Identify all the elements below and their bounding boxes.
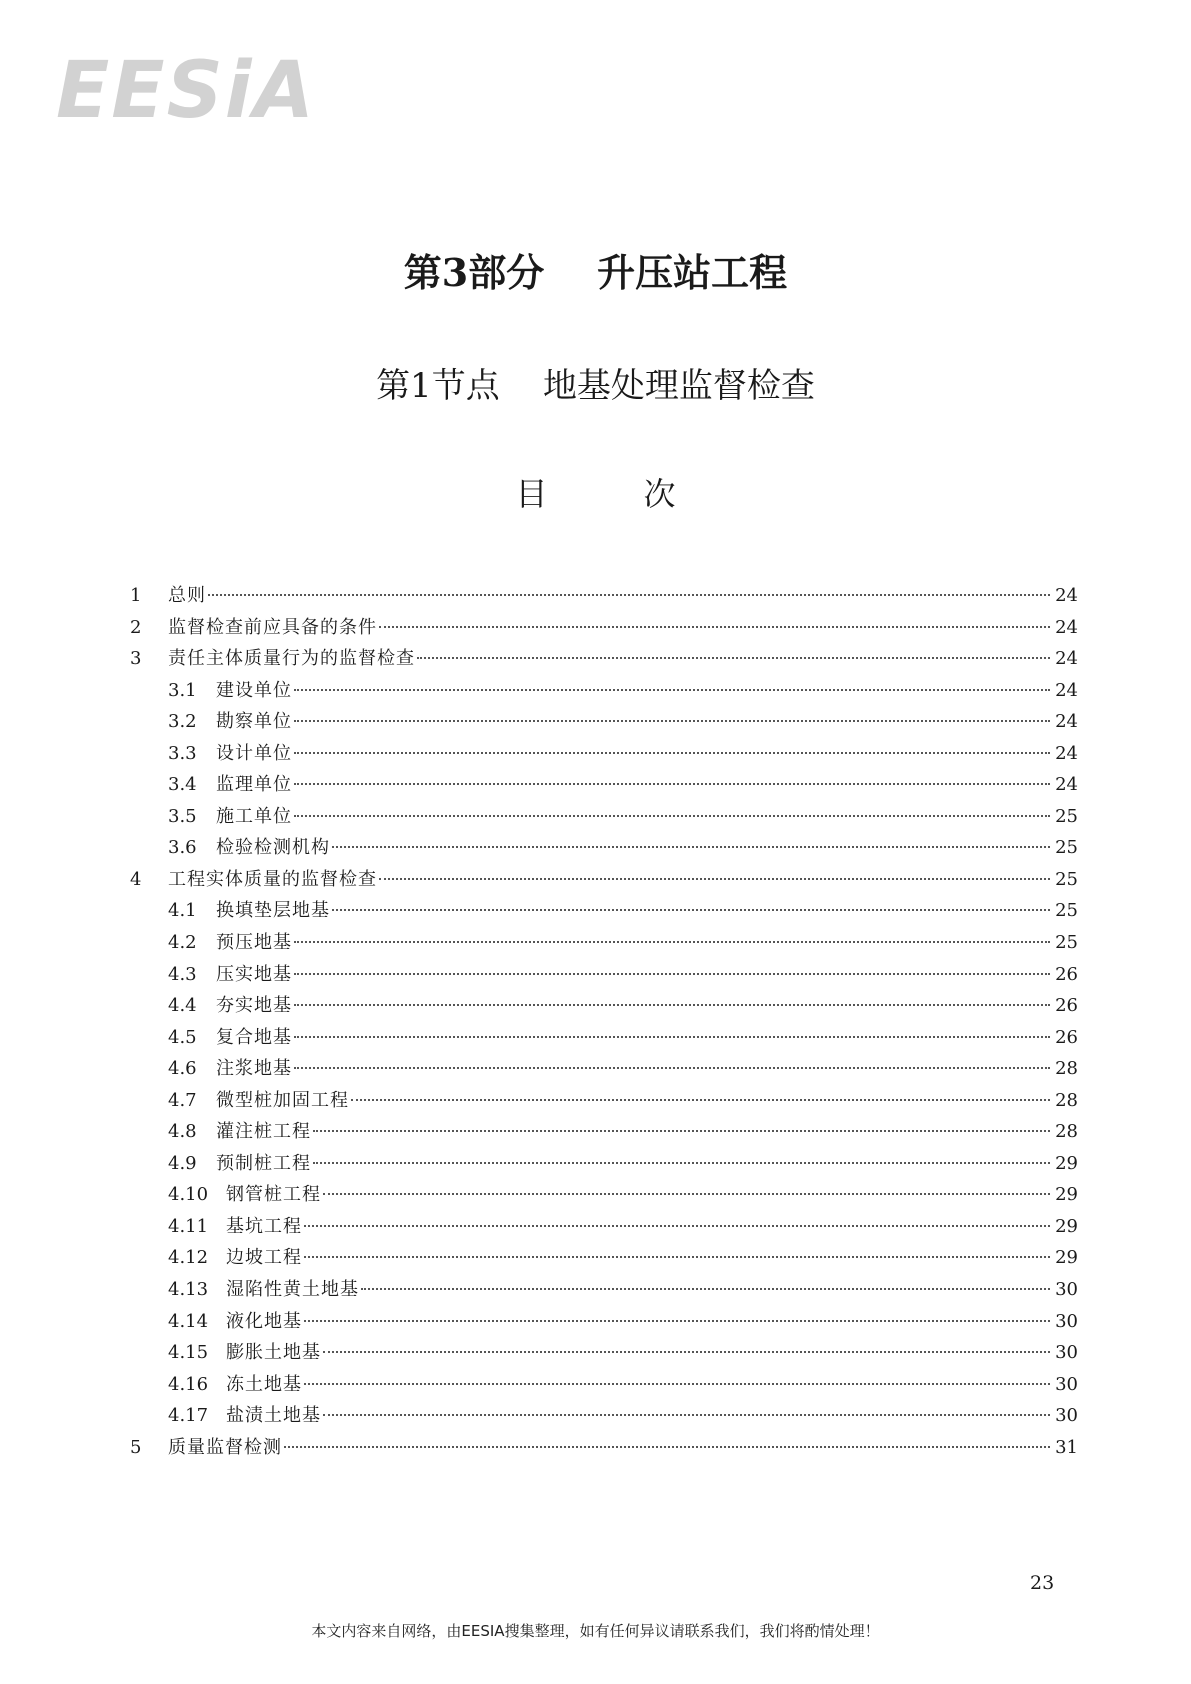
section-number: 第1节点 [376, 366, 500, 406]
toc-leader-dots [323, 1351, 1050, 1353]
toc-leader-dots [294, 1067, 1050, 1069]
toc-entry[interactable] [130, 1211, 1078, 1243]
toc-entry-number: 1 [130, 585, 142, 606]
toc-entry-number: 4.3 [168, 963, 197, 985]
toc-entry-number: 4.13 [168, 1279, 209, 1301]
toc-leader-dots [351, 1099, 1050, 1101]
toc-entry[interactable] [130, 1022, 1078, 1054]
toc-entry-label: 边坡工程 [226, 1247, 302, 1269]
toc-leader-dots [361, 1288, 1050, 1290]
toc-entry-label: 总则 [168, 585, 206, 606]
toc-entry-page: 24 [1055, 648, 1078, 670]
toc-entry-label: 膨胀土地基 [226, 1342, 321, 1364]
footer-note: 本文内容来自网络，由EESIA搜集整理，如有任何异议请联系我们，我们将酌情处理！ [311, 1622, 880, 1640]
toc-entry-number: 4.5 [168, 1026, 197, 1048]
toc-entry-number: 4.16 [168, 1373, 209, 1395]
toc-leader-dots [304, 1225, 1050, 1227]
toc-entry[interactable] [130, 927, 1078, 959]
toc-entry-page: 30 [1055, 1405, 1078, 1427]
toc-leader-dots [332, 846, 1050, 848]
toc-entry-label: 液化地基 [226, 1310, 302, 1332]
toc-leader-dots [294, 689, 1050, 691]
toc-entry[interactable] [130, 1306, 1078, 1338]
page-number: 23 [1030, 1572, 1055, 1594]
toc-entry-page: 29 [1055, 1152, 1078, 1174]
toc-entry-label: 建设单位 [216, 679, 292, 701]
toc-leader-dots [294, 1004, 1050, 1006]
toc-entry-number: 4.7 [168, 1089, 197, 1111]
toc-entry[interactable] [130, 864, 1078, 896]
toc-entry[interactable] [130, 706, 1078, 738]
section-title [0, 366, 1191, 407]
toc-entry-number: 3.6 [168, 837, 197, 859]
toc-leader-dots [294, 973, 1050, 975]
toc-entry-label: 责任主体质量行为的监督检查 [168, 648, 415, 670]
toc-entry-page: 24 [1055, 585, 1078, 606]
toc-entry[interactable] [130, 1369, 1078, 1401]
toc-leader-dots [294, 720, 1050, 722]
eesia-logo: EESiA [56, 46, 316, 136]
part-number: 第3部分 [403, 250, 545, 295]
toc-entry-page: 26 [1055, 995, 1078, 1017]
toc-entry-page: 24 [1055, 679, 1078, 701]
toc-entry[interactable] [130, 1085, 1078, 1117]
toc-entry[interactable] [130, 895, 1078, 927]
toc-entry-label: 设计单位 [216, 742, 292, 764]
toc-entry-label: 湿陷性黄土地基 [226, 1279, 359, 1301]
toc-entry-label: 检验检测机构 [216, 837, 330, 859]
toc-entry-label: 质量监督检测 [168, 1436, 282, 1458]
toc-entry-page: 25 [1055, 837, 1078, 859]
toc-entry[interactable] [130, 1179, 1078, 1211]
toc-entry-page: 24 [1055, 616, 1078, 638]
toc-entry-page: 26 [1055, 1026, 1078, 1048]
toc-entry[interactable] [130, 990, 1078, 1022]
toc-entry[interactable] [130, 643, 1078, 675]
toc-leader-dots [208, 594, 1050, 596]
toc-leader-dots [323, 1193, 1050, 1195]
toc-entry[interactable] [130, 1432, 1078, 1464]
toc-entry-label: 冻土地基 [226, 1373, 302, 1395]
toc-entry[interactable] [130, 675, 1078, 707]
toc-entry-page: 25 [1055, 805, 1078, 827]
toc-entry-number: 4.2 [168, 932, 197, 954]
toc-leader-dots [379, 626, 1050, 628]
toc-entry[interactable] [130, 1337, 1078, 1369]
toc-leader-dots [323, 1414, 1050, 1416]
toc-entry-label: 基坑工程 [226, 1215, 302, 1237]
toc-leader-dots [294, 1036, 1050, 1038]
toc-heading: 目次 [515, 475, 772, 513]
toc-entry-label: 微型桩加固工程 [216, 1089, 349, 1111]
toc-leader-dots [294, 815, 1050, 817]
toc-entry-page: 28 [1055, 1121, 1078, 1143]
toc-leader-dots [332, 909, 1050, 911]
toc-entry-number: 4.8 [168, 1121, 197, 1143]
toc-entry-page: 24 [1055, 742, 1078, 764]
toc-leader-dots [304, 1320, 1050, 1322]
toc-entry-page: 24 [1055, 774, 1078, 796]
toc-entry-label: 预压地基 [216, 932, 292, 954]
part-name: 升压站工程 [597, 250, 788, 295]
toc-entry-number: 4.6 [168, 1058, 197, 1080]
part-title [0, 250, 1191, 296]
toc-entry-label: 预制桩工程 [216, 1152, 311, 1174]
toc-entry-page: 31 [1055, 1436, 1078, 1458]
toc-leader-dots [294, 941, 1050, 943]
toc-entry-label: 夯实地基 [216, 995, 292, 1017]
toc-leader-dots [284, 1446, 1050, 1448]
toc-entry-number: 3.3 [168, 742, 197, 764]
toc-entry-page: 29 [1055, 1247, 1078, 1269]
toc-entry-number: 3.2 [168, 711, 197, 733]
toc-entry[interactable] [130, 580, 1078, 612]
toc-entry-page: 30 [1055, 1342, 1078, 1364]
toc-leader-dots [304, 1256, 1050, 1258]
toc-entry-number: 5 [130, 1436, 142, 1458]
toc-entry-number: 3.1 [168, 679, 197, 701]
toc-entry[interactable] [130, 1053, 1078, 1085]
toc-leader-dots [417, 657, 1050, 659]
toc-entry-number: 4.12 [168, 1247, 209, 1269]
toc-entry-page: 30 [1055, 1279, 1078, 1301]
toc-entry-number: 4.14 [168, 1310, 209, 1332]
toc-entry-number: 4.10 [168, 1184, 209, 1206]
toc-leader-dots [313, 1162, 1050, 1164]
toc-entry[interactable] [130, 769, 1078, 801]
toc-entry-number: 4.17 [168, 1405, 209, 1427]
toc-entry-number: 4.15 [168, 1342, 209, 1364]
toc-entry[interactable] [130, 1116, 1078, 1148]
toc-entry-number: 4.9 [168, 1152, 197, 1174]
toc-entry-label: 工程实体质量的监督检查 [168, 868, 377, 890]
toc-entry[interactable] [130, 1400, 1078, 1432]
toc-entry[interactable] [130, 801, 1078, 833]
toc-entry-label: 换填垫层地基 [216, 900, 330, 922]
toc-entry-label: 施工单位 [216, 805, 292, 827]
toc-entry-number: 4.1 [168, 900, 197, 922]
toc-leader-dots [313, 1130, 1050, 1132]
toc-entry-number: 4 [130, 868, 142, 890]
toc-entry[interactable] [130, 959, 1078, 991]
toc-entry-page: 26 [1055, 963, 1078, 985]
toc-entry[interactable] [130, 612, 1078, 644]
toc-entry-number: 4.4 [168, 995, 197, 1017]
toc-entry-page: 30 [1055, 1373, 1078, 1395]
toc-entry-page: 25 [1055, 900, 1078, 922]
toc-entry-label: 灌注桩工程 [216, 1121, 311, 1143]
toc-entry-page: 25 [1055, 932, 1078, 954]
toc-entry[interactable] [130, 738, 1078, 770]
toc-entry-label: 压实地基 [216, 963, 292, 985]
toc-leader-dots [294, 783, 1050, 785]
toc-entry-label: 注浆地基 [216, 1058, 292, 1080]
toc-entry-label: 监督检查前应具备的条件 [168, 616, 377, 638]
section-name: 地基处理监督检查 [542, 366, 815, 406]
toc-entry-label: 盐渍土地基 [226, 1405, 321, 1427]
toc-entry-number: 3 [130, 648, 142, 670]
toc-entry-page: 29 [1055, 1215, 1078, 1237]
toc-entry-page: 28 [1055, 1089, 1078, 1111]
toc-entry-number: 2 [130, 616, 142, 638]
toc-leader-dots [379, 878, 1050, 880]
toc-entry-number: 3.4 [168, 774, 197, 796]
toc-leader-dots [294, 752, 1050, 754]
toc-entry-label: 复合地基 [216, 1026, 292, 1048]
toc-entry-page: 28 [1055, 1058, 1078, 1080]
toc-entry-page: 30 [1055, 1310, 1078, 1332]
toc-entry[interactable] [130, 1274, 1078, 1306]
toc-entry-page: 25 [1055, 868, 1078, 890]
toc-entry-number: 4.11 [168, 1215, 209, 1237]
toc-entry-label: 勘察单位 [216, 711, 292, 733]
toc-entry-number: 3.5 [168, 805, 197, 827]
toc-entry[interactable] [130, 1148, 1078, 1180]
toc-entry[interactable] [130, 1242, 1078, 1274]
toc-entry[interactable] [130, 832, 1078, 864]
toc-entry-page: 29 [1055, 1184, 1078, 1206]
table-of-contents [130, 580, 1078, 1463]
toc-entry-label: 监理单位 [216, 774, 292, 796]
toc-entry-label: 钢管桩工程 [226, 1184, 321, 1206]
toc-entry-page: 24 [1055, 711, 1078, 733]
toc-leader-dots [304, 1383, 1050, 1385]
